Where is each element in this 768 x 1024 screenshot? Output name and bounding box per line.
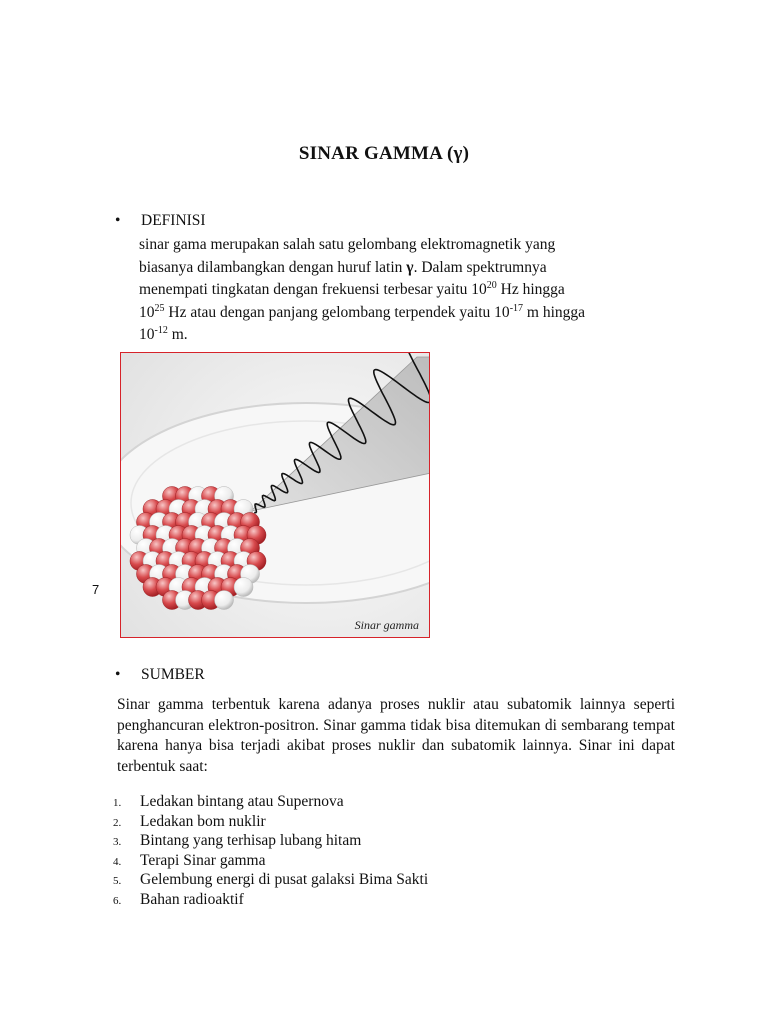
list-item: 5. Gelembung energi di pusat galaksi Bima Sakti bbox=[113, 871, 429, 888]
nucleus bbox=[130, 487, 266, 610]
definisi-heading-row bbox=[115, 212, 206, 230]
sumber-heading: SUMBER bbox=[141, 666, 205, 683]
gamma-symbol: γ bbox=[406, 258, 414, 276]
sumber-heading-row bbox=[115, 666, 205, 684]
sumber-paragraph: Sinar gamma terbentuk karena adanya proses nuklir atau subatomik lainnya seperti penghancuran elektron-positron. Sinar gamma tidak bisa ditemukan di sembarang tempat karena hanya bisa terjadi akibat proses nuklir dan subatomik lainnya. Sinar ini dapat terbentuk saat: bbox=[117, 696, 675, 775]
list-item: 1. Ledakan bintang atau Supernova bbox=[113, 793, 344, 810]
list-item: 4. Terapi Sinar gamma bbox=[113, 851, 266, 869]
illustration-graphic bbox=[121, 353, 430, 638]
page-number: 7 bbox=[92, 582, 100, 597]
definisi-line: biasanya dilambangkan dengan huruf latin γ. Dalam spektrumnya bbox=[139, 258, 547, 276]
bullet-icon: • bbox=[115, 666, 121, 683]
bullet-icon: • bbox=[115, 212, 121, 229]
list-item: 6. Bahan radioaktif bbox=[113, 890, 244, 908]
definisi-line: menempati tingkatan dengan frekuensi terbesar yaitu $10^{20}$ Hz hingga bbox=[139, 279, 565, 298]
list-item: 2. Ledakan bom nuklir bbox=[113, 812, 266, 830]
sumber-list bbox=[113, 792, 428, 909]
definisi-paragraph bbox=[139, 234, 699, 347]
definisi-line: sinar gama merupakan salah satu gelombang elektromagnetik yang bbox=[139, 236, 556, 253]
gamma-ray-illustration bbox=[120, 352, 430, 638]
page-title: SINAR GAMMA (γ) bbox=[298, 143, 470, 164]
figure-caption: Sinar gamma bbox=[354, 618, 419, 632]
definisi-line: $10^{-12}$ m. bbox=[139, 324, 188, 343]
neutron-particle bbox=[234, 578, 253, 597]
list-item: 3. Bintang yang terhisap lubang hitam bbox=[113, 832, 362, 849]
neutron-particle bbox=[215, 591, 234, 610]
definisi-line: $10^{25}$ Hz atau dengan panjang gelombang terpendek yaitu $10^{-17}$ m hingga bbox=[139, 302, 586, 321]
definisi-heading: DEFINISI bbox=[141, 212, 206, 229]
